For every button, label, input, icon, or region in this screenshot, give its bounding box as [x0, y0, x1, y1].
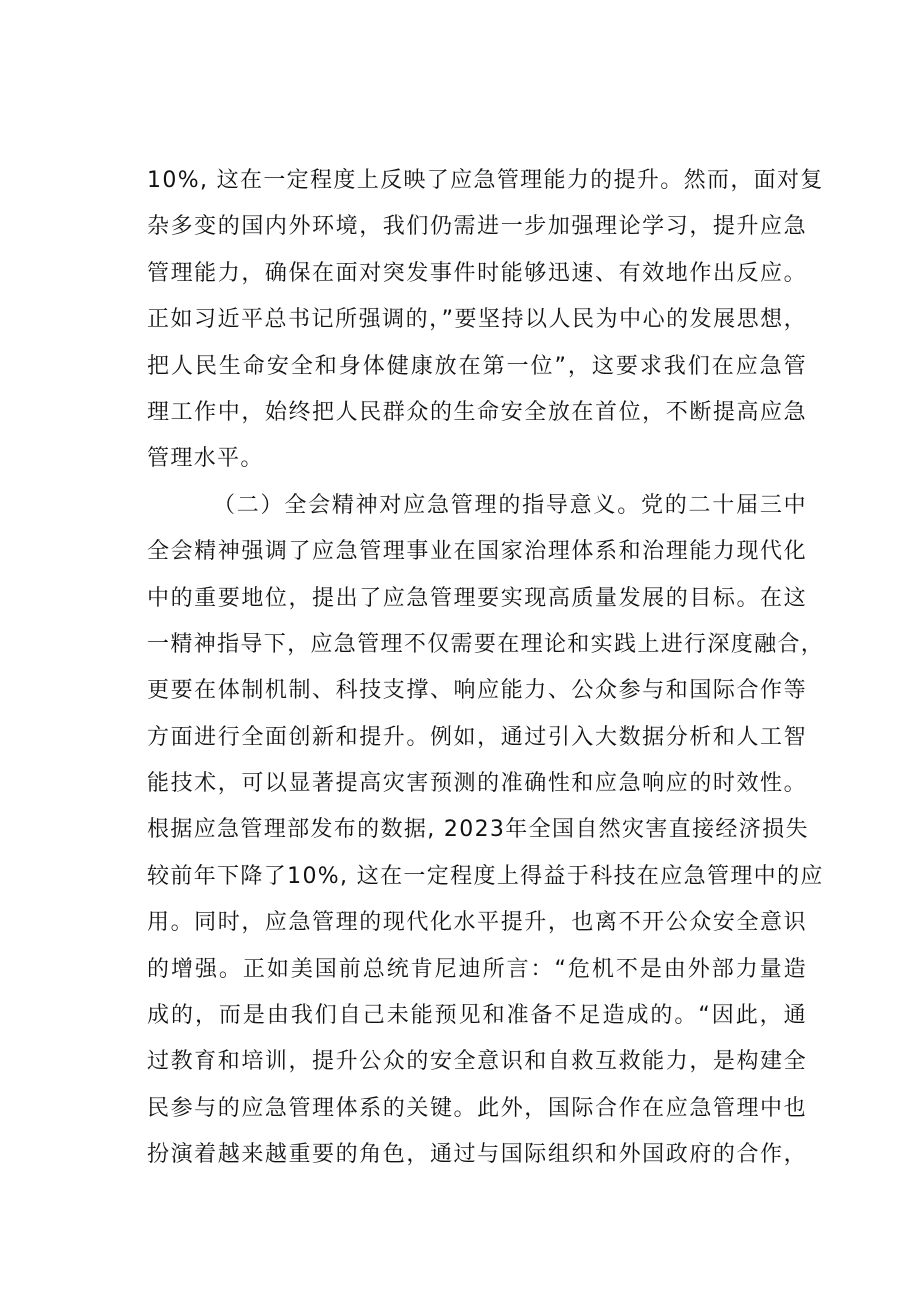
paragraph-line: 一精神指导下，应急管理不仅需要在理论和实践上进行深度融合，: [147, 631, 825, 657]
paragraph-line: 管理能力，确保在面对突发事件时能够迅速、有效地作出反应。: [147, 260, 807, 286]
paragraph-line: 较前年下降了10%, 这在一定程度上得益于科技在应急管理中的应: [147, 863, 824, 889]
paragraph-line: 把人民生命安全和身体健康放在第一位”，这要求我们在应急管: [147, 353, 807, 379]
paragraph-line: 理工作中，始终把人民群众的生命安全放在首位，不断提高应急: [147, 399, 807, 425]
paragraph-line: 中的重要地位，提出了应急管理要实现高质量发展的目标。在这: [147, 585, 807, 611]
paragraph-line: 根据应急管理部发布的数据, 2023年全国自然灾害直接经济损失: [147, 817, 809, 843]
paragraph-line: 民参与的应急管理体系的关键。此外，国际合作在应急管理中也: [147, 1095, 807, 1121]
paragraph-line: 能技术，可以显著提高灾害预测的准确性和应急响应的时效性。: [147, 771, 807, 797]
paragraph-line: 过教育和培训，提升公众的安全意识和自救互救能力，是构建全: [147, 1049, 807, 1075]
paragraph-line: 全会精神强调了应急管理事业在国家治理体系和治理能力现代化: [147, 539, 807, 565]
body-text: [147, 158, 825, 1179]
paragraph-line: 成的，而是由我们自己未能预见和准备不足造成的。“因此，通: [147, 1003, 807, 1029]
paragraph-line: 正如习近平总书记所强调的，”要坚持以人民为中心的发展思想，: [147, 307, 807, 333]
paragraph-line: 的增强。正如美国前总统肯尼迪所言：“危机不是由外部力量造: [147, 956, 807, 982]
paragraph-line: 10%, 这在一定程度上反映了应急管理能力的提升。然而，面对复: [147, 168, 824, 193]
section-heading-line: （二）全会精神对应急管理的指导意义。党的二十届三中: [213, 492, 807, 518]
paragraph-line: 方面进行全面创新和提升。例如，通过引入大数据分析和人工智: [147, 724, 807, 750]
paragraph-line: 管理水平。: [147, 446, 264, 472]
paragraph-line: 更要在体制机制、科技支撑、响应能力、公众参与和国际合作等: [147, 678, 807, 704]
paragraph-line: 杂多变的国内外环境，我们仍需进一步加强理论学习，提升应急: [147, 214, 807, 240]
paragraph-line: 扮演着越来越重要的角色，通过与国际组织和外国政府的合作，: [147, 1142, 807, 1168]
paragraph-line: 用。同时，应急管理的现代化水平提升，也离不开公众安全意识: [147, 910, 807, 936]
